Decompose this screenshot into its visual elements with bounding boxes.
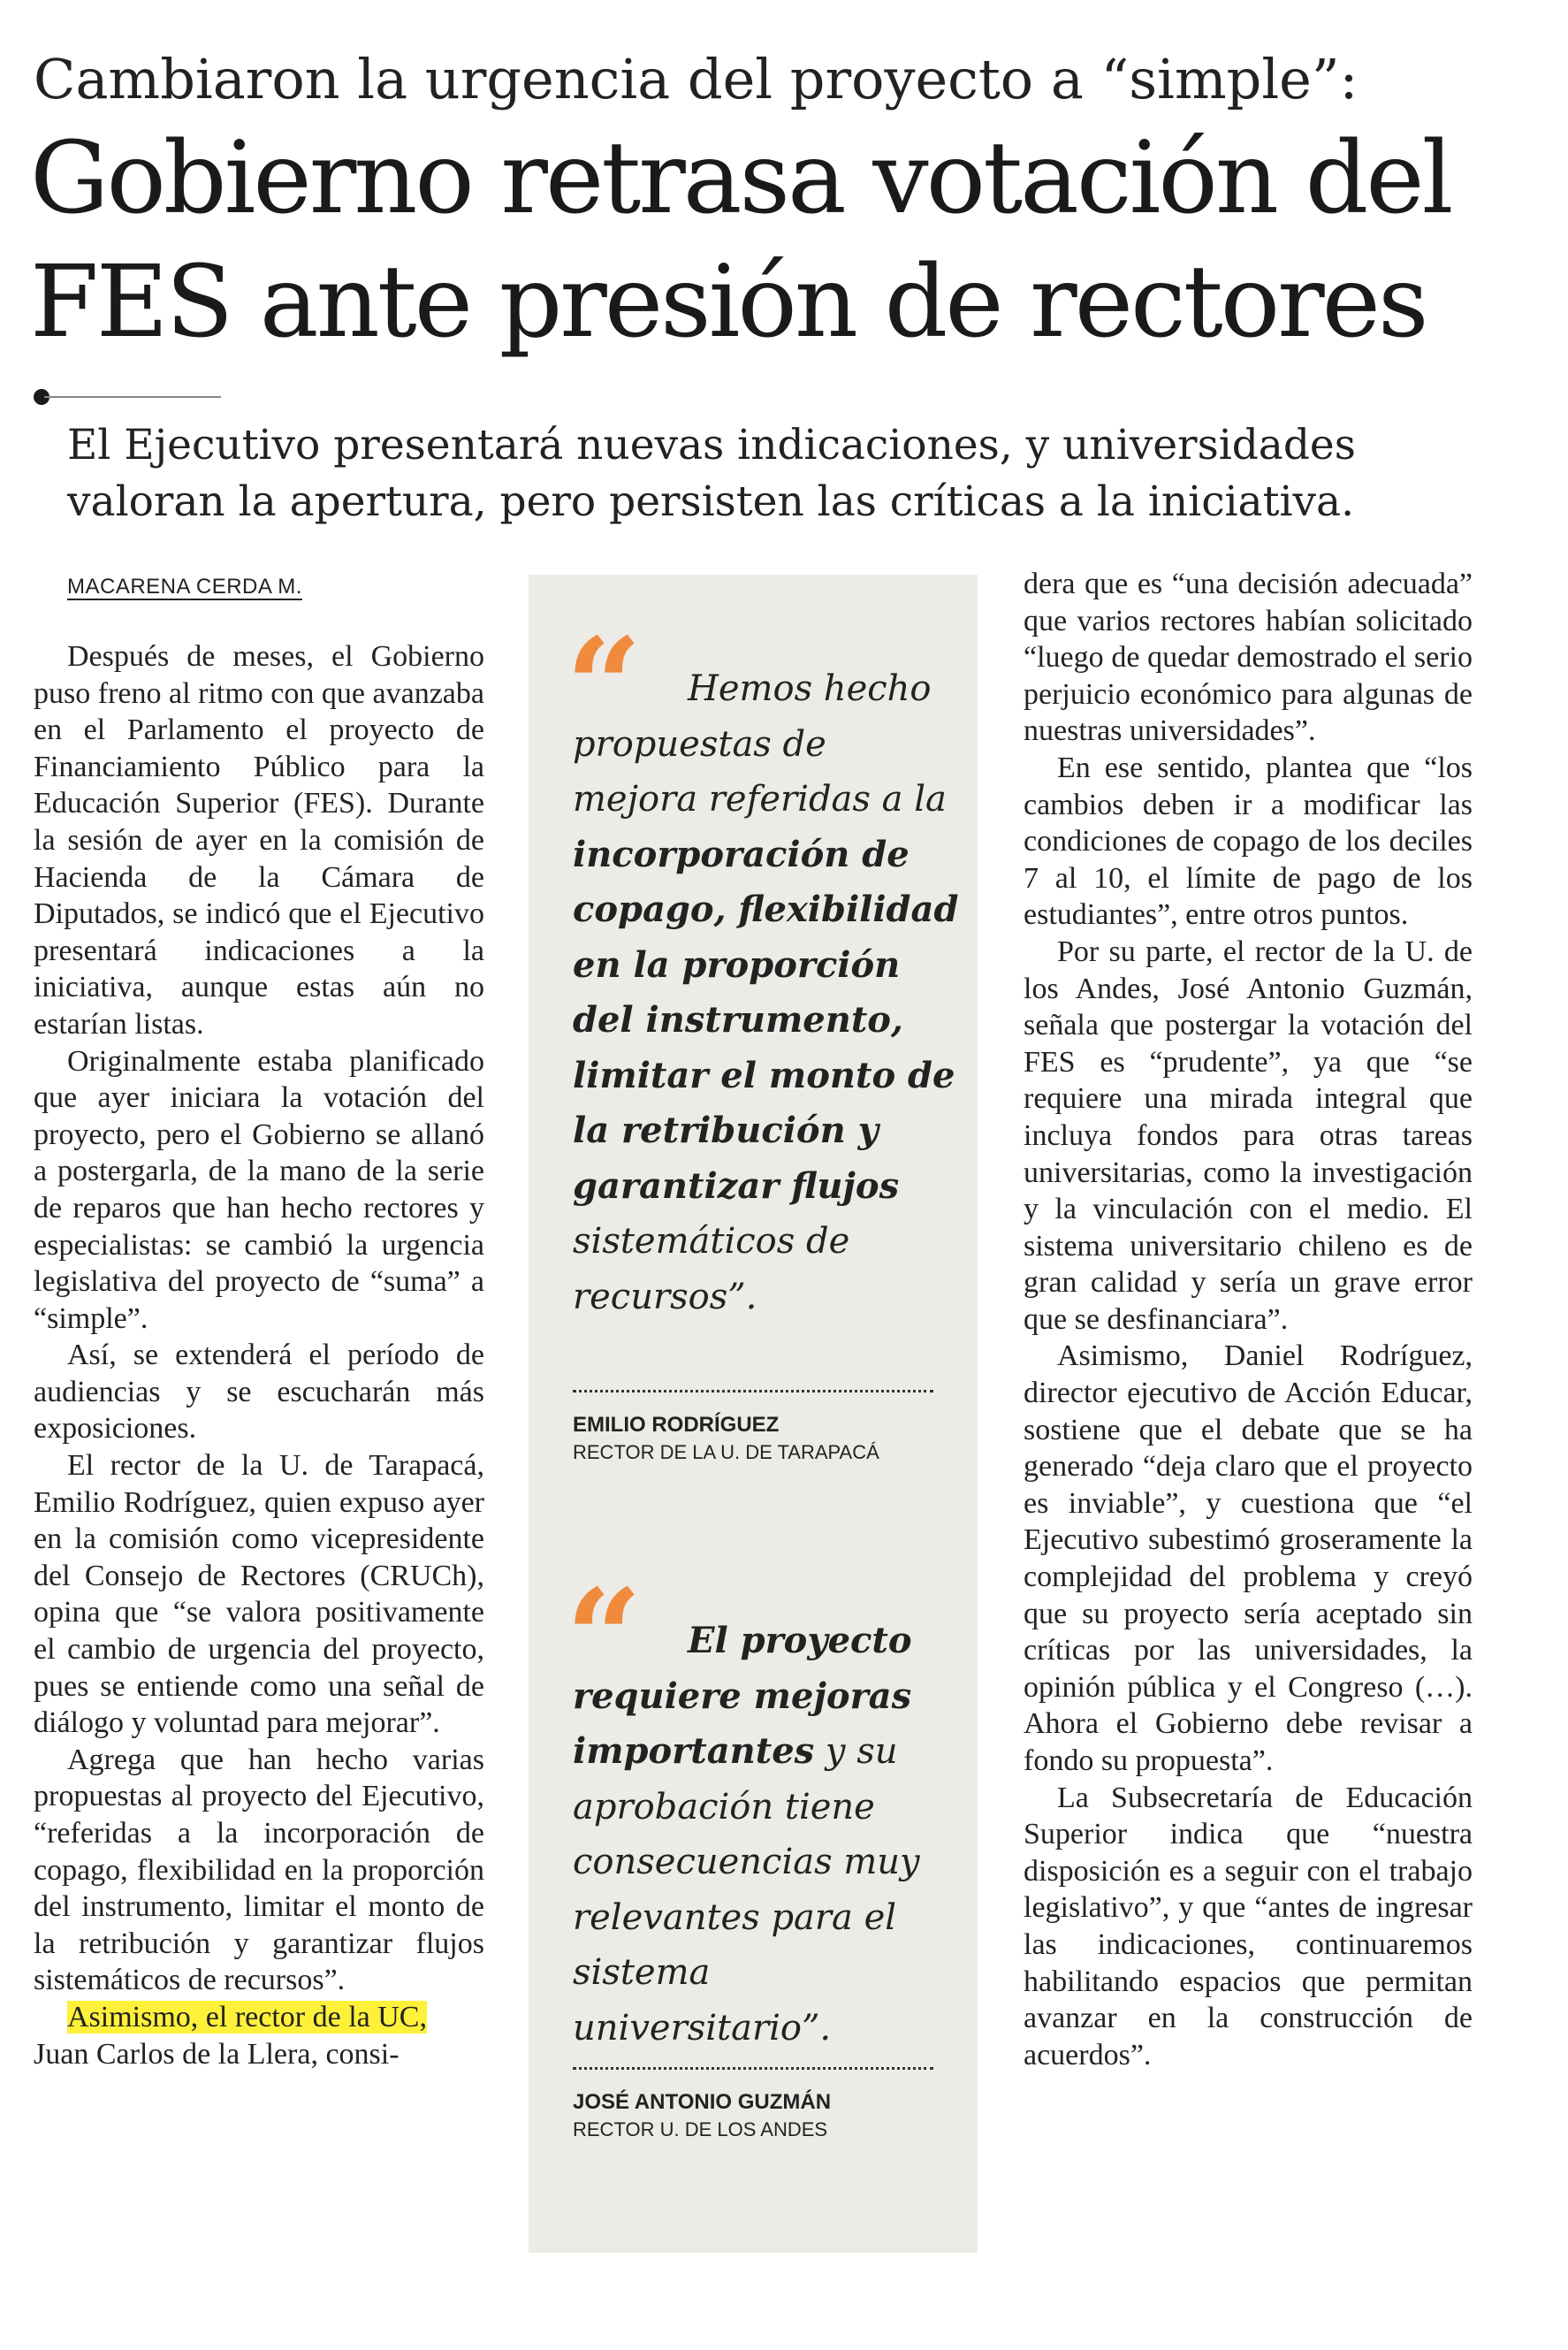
pull-quote — [573, 661, 962, 1324]
quote-text: y su aprobación tiene consecuencias muy relevantes para el sistema universitario”. — [573, 1731, 920, 2049]
paragraph: Agrega que han hecho varias propuestas al proyecto del Ejecutivo, “referidas a la incorporación de copago, flexibilidad en la proporción del instrumento, limitar el monto de la retribución y garantizar flujos sistemáticos de recursos”. — [34, 1743, 484, 1997]
article-headline: Gobierno retrasa votación del FES ante presión de rectores — [30, 121, 1451, 360]
paragraph-continuation: Juan Carlos de la Llera, consi- — [34, 2037, 400, 2071]
paragraph: Después de meses, el Gobierno puso freno al ritmo con que avanzaba en el Parlamento el proyecto de Financiamiento Público para la Educación Superior (FES). Durante la sesión de ayer en la comisión de Hacienda de la Cámara de Diputados, se indicó que el Ejecutivo presentará indicaciones a la iniciativa, aunque estas aún no estarían listas. — [34, 640, 484, 1041]
quote-mark-icon: “ — [566, 609, 643, 765]
quote-divider — [573, 1390, 933, 1392]
article-kicker: Cambiaron la urgencia del proyecto a “simple”: — [34, 47, 1359, 111]
paragraph: Originalmente estaba planificado que ayer iniciara la votación del proyecto, pero el Gobierno se allanó a postergarla, de la mano de la serie de reparos que han hecho rectores y especialistas: se cambió la urgencia legislativa del proyecto de “suma” a “simple”. — [34, 1044, 484, 1335]
paragraph — [34, 1999, 484, 2072]
quote-text: sistemáticos de recursos”. — [573, 1221, 850, 1317]
body-column-right — [1024, 566, 1473, 2073]
paragraph: La Subsecretaría de Educación Superior indica que “nuestra disposición es a seguir con el trabajo legislativo”, y que “antes de ingresar las indicaciones, continuaremos habilitando espacios que permitan avanzar en la construcción de acuerdos”. — [1024, 1781, 1473, 2072]
article-deck: El Ejecutivo presentará nuevas indicaciones, y universidades valoran la apertura, pero persisten las críticas a la iniciativa. — [67, 421, 1356, 526]
quote-author-role: RECTOR DE LA U. DE TARAPACÁ — [573, 1441, 879, 1463]
quote-author-name: JOSÉ ANTONIO GUZMÁN — [573, 2090, 832, 2114]
quote-author-name: EMILIO RODRÍGUEZ — [573, 1413, 780, 1437]
quote-author-role: RECTOR U. DE LOS ANDES — [573, 2118, 828, 2140]
byline: MACARENA CERDA M. — [67, 575, 302, 599]
quote-divider — [573, 2067, 933, 2070]
paragraph: dera que es “una decisión adecuada” que varios rectores habían solicitado “luego de quedar demostrado el serio perjuicio económico para algunas de nuestras universidades”. — [1024, 568, 1473, 748]
quote-sidebar — [529, 575, 978, 2253]
quote-text-bold: incorporación de copago, flexibilidad en la proporción del instrumento, limitar el monto de la retribución y garantizar flujos — [573, 833, 959, 1207]
paragraph: Asimismo, Daniel Rodríguez, director ejecutivo de Acción Educar, sostiene que el debate que se ha generado “deja claro que el proyecto es inviable”, y cuestiona que “el Ejecutivo subestimó groseramente la complejidad del problema y creyó que su proyecto sería aceptado sin críticas por las universidades, la opinión pública y el Congreso (…). Ahora el Gobierno debe revisar a fondo su propuesta”. — [1024, 1339, 1473, 1777]
quote-text-bold: El proyecto requiere mejoras importantes — [573, 1620, 912, 1772]
paragraph: El rector de la U. de Tarapacá, Emilio Rodríguez, quien expuso ayer en la comisión como vicepresidente del Consejo de Rectores (CRUCh), opina que “se valora positivamente el cambio de urgencia del proyecto, pues se entiende como una señal de diálogo y voluntad para mejorar”. — [34, 1449, 484, 1740]
paragraph: En ese sentido, plantea que “los cambios deben ir a modificar las condiciones de copago de los deciles 7 al 10, el límite de pago de los estudiantes”, entre otros puntos. — [1024, 751, 1473, 932]
paragraph: Así, se extenderá el período de audiencias y se escucharán más exposiciones. — [34, 1339, 484, 1446]
highlighted-text: Asimismo, el rector de la UC, — [67, 2000, 427, 2033]
body-column-left — [34, 638, 484, 2072]
divider-line — [44, 396, 221, 398]
quote-text: Hemos hecho propuestas de mejora referidas a la — [573, 668, 947, 820]
quote-mark-icon: “ — [566, 1560, 643, 1716]
pull-quote — [573, 1614, 962, 2056]
paragraph: Por su parte, el rector de la U. de los Andes, José Antonio Guzmán, señala que postergar la votación del FES es “prudente”, ya que “se requiere una mirada integral que incluya fondos para otras tareas universitarias, como la investigación y la vinculación con el medio. El sistema universitario chileno es de gran calidad y sería un grave error que se desfinanciara”. — [1024, 935, 1473, 1336]
